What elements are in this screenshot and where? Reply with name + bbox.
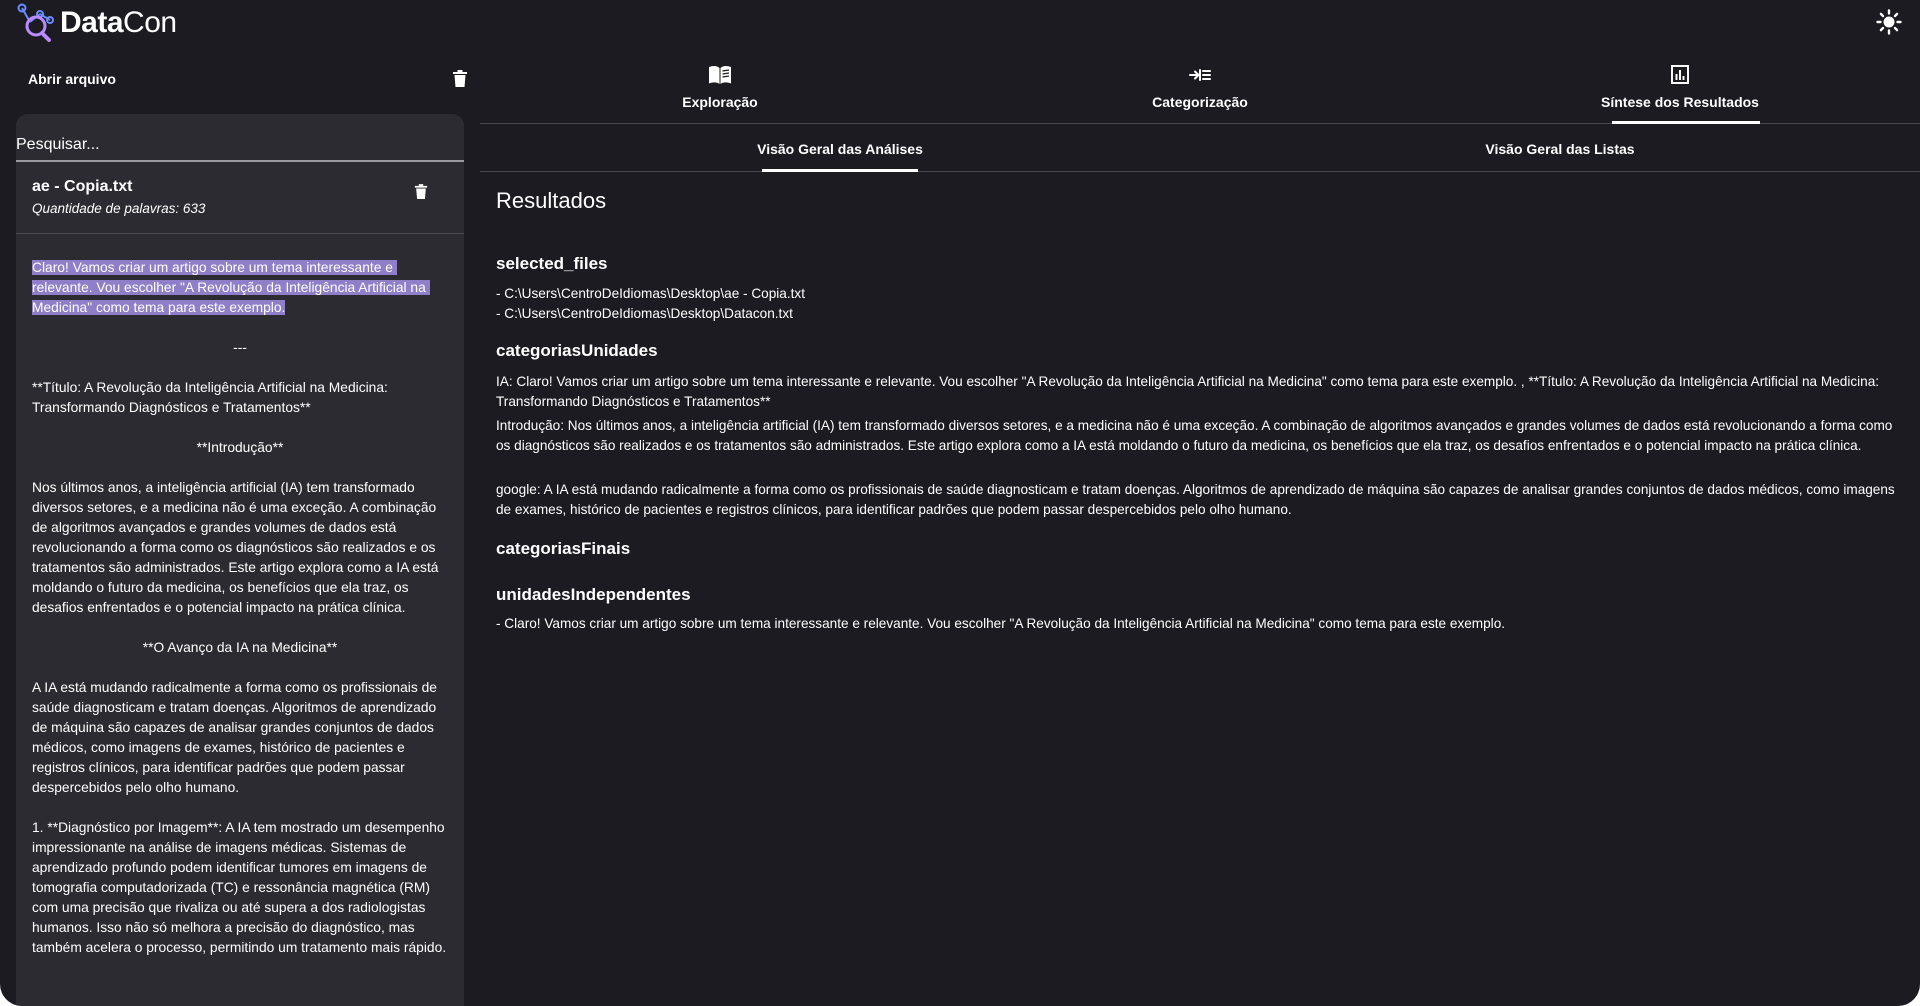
- section-unidades-independentes: unidadesIndependentes: [496, 585, 691, 604]
- doc-intro-paragraph: Nos últimos anos, a inteligência artificial (IA) tem transformado diversos setores, e a medicina não é uma exceção. A combinação de algoritmos avançados e grandes volumes de dados está revolucionando a forma como os diagnósticos são realizados e os tratamentos são administrados. Este artigo explora como a IA está moldando o futuro da medicina, os benefícios que ela traz, os desafios enfrentados e o potencial impacto na prática clínica.: [32, 480, 443, 615]
- section-categorias-unidades: categoriasUnidades: [496, 341, 658, 360]
- categoria-unidade-item: Introdução: Nos últimos anos, a inteligência artificial (IA) tem transformado diversos setores, e a medicina não é uma exceção. A combinação de algoritmos avançados e grandes volumes de dados está revolucionando a forma como os diagnósticos são realizados e os tratamentos são administrados. Este artigo explora como a IA está moldando o futuro da medicina, os benefícios que ela traz, os desafios enfrentados e o potencial impacto na prática clínica.: [496, 418, 1893, 453]
- unidade-independente-item: - Claro! Vamos criar um artigo sobre um tema interessante e relevante. Vou escolher "A Revolução da Inteligência Artificial na Medicina" como tema para este exemplo.: [496, 616, 1506, 631]
- selected-text: Claro! Vamos criar um artigo sobre um tema interessante e relevante. Vou escolher "A Revolução da Inteligência Artificial na Medicina" como tema para este exemplo.: [32, 260, 430, 315]
- section-categorias-finais: categoriasFinais: [496, 539, 631, 558]
- search-input[interactable]: [16, 114, 464, 162]
- doc-intro-heading: **Introdução**: [196, 440, 284, 455]
- file-panel: [16, 114, 464, 1006]
- section-selected-files: selected_files: [496, 254, 608, 273]
- doc-separator: ---: [233, 340, 247, 355]
- selected-file-item: - C:\Users\CentroDeIdiomas\Desktop\ae - Copia.txt: [496, 286, 805, 301]
- tab-exploracao[interactable]: [480, 46, 960, 124]
- arrow-list-icon: [1188, 64, 1212, 86]
- doc-advance-heading: **O Avanço da IA na Medicina**: [142, 640, 338, 655]
- tab-sintese[interactable]: [1440, 46, 1920, 124]
- results-title: Resultados: [496, 188, 607, 213]
- app-header: [0, 0, 1920, 46]
- trash-icon[interactable]: [452, 70, 468, 88]
- document-preview: [32, 258, 448, 958]
- categoria-unidade-item: IA: Claro! Vamos criar um artigo sobre um tema interessante e relevante. Vou escolher "A Revolução da Inteligência Artificial na Medicina" como tema para este exemplo. , **Título: A Revolução da Inteligência Artificial na Medicina: Transformando Diagnósticos e Tratamentos**: [496, 374, 1880, 409]
- subtab-visao-geral-analises[interactable]: [480, 124, 1200, 172]
- tab-label: Síntese dos Resultados: [1601, 94, 1759, 110]
- delete-file-icon[interactable]: [414, 184, 428, 200]
- selected-file-item: - C:\Users\CentroDeIdiomas\Desktop\Datacon.txt: [496, 306, 793, 321]
- main-tabs: [480, 46, 1920, 124]
- sun-icon[interactable]: [1876, 9, 1902, 35]
- doc-title-line: **Título: A Revolução da Inteligência Artificial na Medicina: Transformando Diagnósticos e Tratamentos**: [32, 380, 392, 415]
- bar-chart-icon: [1668, 64, 1692, 86]
- app-title: DataCon: [60, 6, 177, 39]
- tab-label: Exploração: [682, 94, 758, 110]
- subtab-label: Visão Geral das Listas: [1485, 141, 1635, 157]
- subtab-label: Visão Geral das Análises: [757, 141, 923, 157]
- subtab-visao-geral-listas[interactable]: [1200, 124, 1920, 172]
- book-open-icon: [708, 64, 732, 86]
- categoria-unidade-item: google: A IA está mudando radicalmente a forma como os profissionais de saúde diagnosticam e tratam doenças. Algoritmos de aprendizado de máquina são capazes de analisar grandes conjuntos de dados médicos, como imagens de exames, histórico de pacientes e registros clínicos, para identificar padrões que podem passar despercebidos pelo olho humano.: [496, 482, 1895, 517]
- file-list-item[interactable]: [16, 164, 464, 234]
- tab-categorizacao[interactable]: [960, 46, 1440, 124]
- file-name: ae - Copia.txt: [32, 178, 133, 195]
- sub-tabs: [480, 124, 1920, 172]
- tab-label: Categorização: [1152, 94, 1248, 110]
- doc-advance-paragraph: A IA está mudando radicalmente a forma como os profissionais de saúde diagnosticam e tratam doenças. Algoritmos de aprendizado de máquina são capazes de analisar grandes conjuntos de dados médicos, como imagens de exames, histórico de pacientes e registros clínicos, para identificar padrões que podem passar despercebidos pelo olho humano.: [32, 680, 441, 795]
- doc-item-1: 1. **Diagnóstico por Imagem**: A IA tem mostrado um desempenho impressionante na análise de imagens médicas. Sistemas de aprendizado profundo podem identificar tumores em imagens de tomografia computadorizada (TC) e ressonância magnética (RM) com uma precisão que rivaliza ou até supera a dos radiologistas humanos. Isso não só melhora a precisão do diagnóstico, mas também acelera o processo, permitindo um tratamento mais rápido.: [32, 820, 449, 955]
- active-subtab-indicator: [762, 169, 918, 172]
- open-file-button[interactable]: Abrir arquivo: [28, 71, 116, 87]
- magnifier-network-logo-icon: [16, 2, 56, 42]
- file-word-count: Quantidade de palavras: 633: [32, 201, 206, 216]
